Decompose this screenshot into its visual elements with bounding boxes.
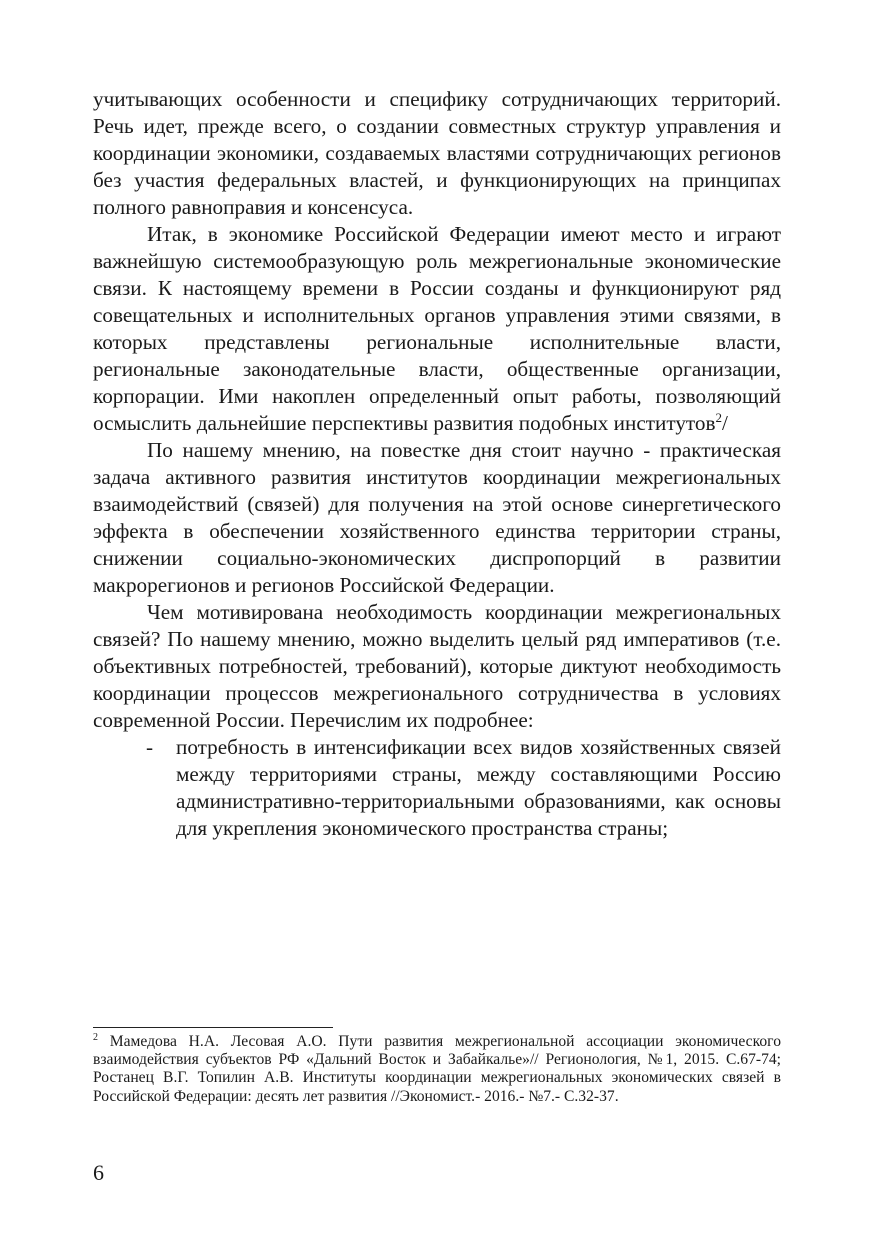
footnote-number: 2 [93, 1031, 98, 1043]
list-item-text: потребность в интенсификации всех видов хозяйственных связей между территориями страны, между составляющими Россию административно-территориальными образованиями, как основы для укрепления экономического пространства страны; [176, 735, 781, 840]
footnote-reference-suffix: / [722, 411, 728, 435]
paragraph-2 [93, 221, 781, 437]
footnote-divider [93, 1027, 333, 1028]
paragraph-2-text: Итак, в экономике Российской Федерации имеют место и играют важнейшую системообразующую роль межрегиональные экономические связи. К настоящему времени в России созданы и функционируют ряд совещательных и исполнительных органов управления этими связями, в которых представлены региональные исполнительные власти, региональные законодательные власти, общественные организации, корпорации. Ими накоплен определенный опыт работы, позволяющий осмыслить дальнейшие перспективы развития подобных институтов [93, 222, 781, 435]
footnote [93, 1033, 781, 1106]
paragraph-4: Чем мотивирована необходимость координации межрегиональных связей? По нашему мнению, можно выделить целый ряд императивов (т.е. объективных потребностей, требований), которые диктуют необходимость координации процессов межрегионального сотрудничества в условиях современной России. Перечислим их подробнее: [93, 600, 781, 732]
list-dash: - [146, 735, 154, 759]
footnote-text: Мамедова Н.А. Лесовая А.О. Пути развития межрегиональной ассоциации экономического взаимодействия субъектов РФ «Дальний Восток и Забайкалье»// Регионология, №1, 2015. С.67-74; Ростанец В.Г. Топилин А.В. Институты координации межрегиональных экономических связей в Российской Федерации: десять лет развития //Экономист.- 2016.- №7.- С.32-37. [93, 1033, 781, 1105]
paragraph-3: По нашему мнению, на повестке дня стоит научно - практическая задача активного развития институтов координации межрегиональных взаимодействий (связей) для получения на этой основе синергетического эффекта в обеспечении хозяйственного единства территории страны, снижении социально-экономических диспропорций в развитии макрорегионов и регионов Российской Федерации. [93, 438, 781, 597]
page-number: 6 [93, 1160, 104, 1185]
imperatives-list [93, 734, 781, 842]
footnote-reference[interactable]: 2 [715, 409, 722, 425]
paragraph-1: учитывающих особенности и специфику сотрудничающих территорий. Речь идет, прежде всего, о создании совместных структур управления и координации экономики, создаваемых властями сотрудничающих регионов без участия федеральных властей, и функционирующих на принципах полного равноправия и консенсуса. [93, 87, 781, 219]
list-item [93, 734, 781, 842]
body-text [93, 86, 781, 842]
